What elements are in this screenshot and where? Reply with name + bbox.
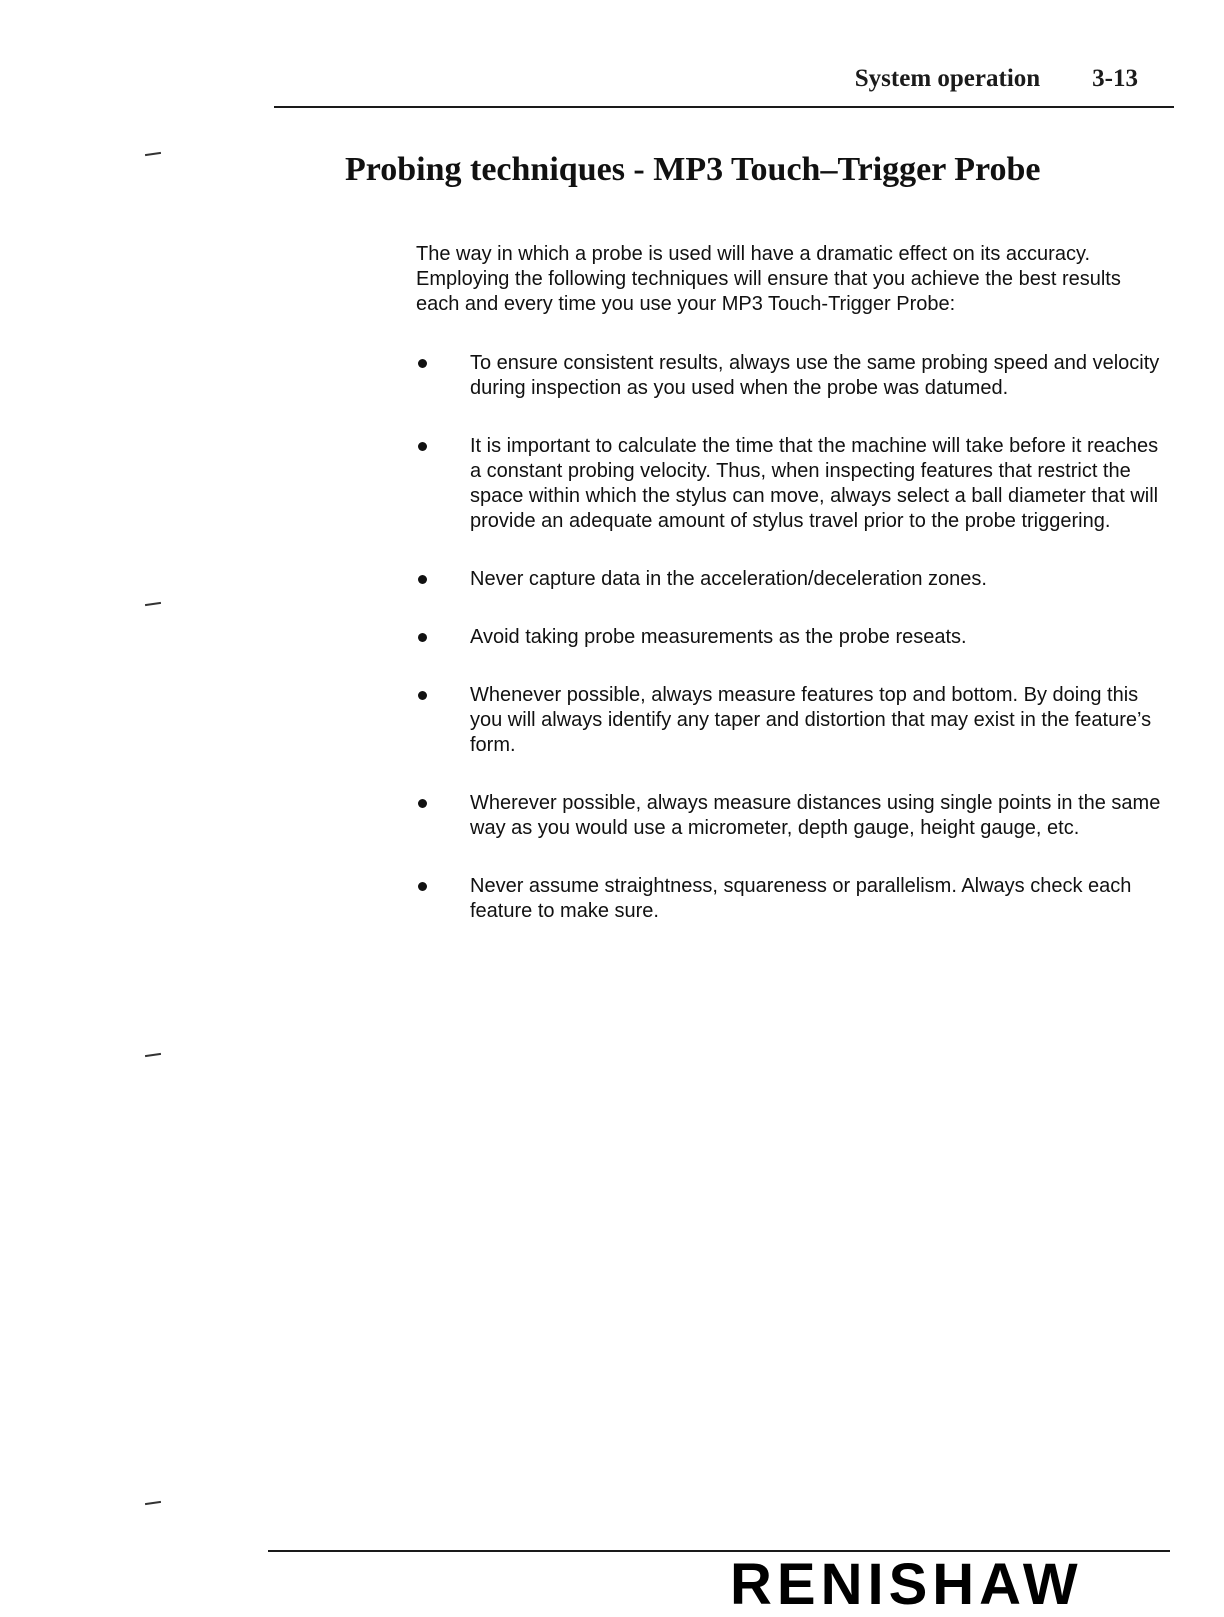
list-item <box>410 567 1170 592</box>
margin-mark <box>145 1501 161 1505</box>
list-item-text: To ensure consistent results, always use the same probing speed and velocity during inspection as you used when the probe was datumed. <box>470 352 1160 399</box>
list-item <box>410 625 1170 650</box>
list-item-text: Never assume straightness, squareness or parallelism. Always check each feature to make sure. <box>470 875 1132 922</box>
list-item-text: Avoid taking probe measurements as the probe reseats. <box>470 626 967 648</box>
header-rule <box>274 106 1174 108</box>
list-item <box>410 434 1170 534</box>
bullet-icon <box>410 625 470 650</box>
technique-list <box>410 351 1170 924</box>
list-item-text: Whenever possible, always measure features top and bottom. By doing this you will always identify any taper and distortion that may exist in the feature’s form. <box>470 684 1152 756</box>
margin-mark <box>145 602 161 606</box>
bullet-icon <box>410 351 470 376</box>
margin-mark <box>145 1053 161 1057</box>
page-number: 3-13 <box>1092 65 1138 92</box>
page-title: Probing techniques - MP3 Touch–Trigger Probe <box>345 151 1041 188</box>
bullet-icon <box>410 874 470 899</box>
margin-mark <box>145 152 161 156</box>
bullet-icon <box>410 683 470 708</box>
bullet-icon <box>410 567 470 592</box>
list-item <box>410 791 1170 841</box>
list-item-text: Wherever possible, always measure distances using single points in the same way as you would use a micrometer, depth gauge, height gauge, etc. <box>470 792 1161 839</box>
section-title: System operation <box>854 65 1041 92</box>
list-item <box>410 683 1170 758</box>
bullet-icon <box>410 434 470 459</box>
list-item-text: It is important to calculate the time that the machine will take before it reaches a constant probing velocity. Thus, when inspecting features that restrict the space within which the stylus can move, always select a ball diameter that will provide an adequate amount of stylus travel prior to the probe triggering. <box>470 435 1159 532</box>
list-item <box>410 351 1170 401</box>
running-header <box>855 62 1138 96</box>
bullet-icon <box>410 791 470 816</box>
list-item <box>410 874 1170 924</box>
list-item-text: Never capture data in the acceleration/deceleration zones. <box>470 568 987 590</box>
logo-text: RENISHAW <box>730 1552 1083 1617</box>
renishaw-logo <box>730 1552 1160 1617</box>
intro-paragraph: The way in which a probe is used will have a dramatic effect on its accuracy. Employing the following techniques will ensure that you achieve the best results each and every time you use your MP3 Touch-Trigger Probe: <box>416 243 1121 315</box>
